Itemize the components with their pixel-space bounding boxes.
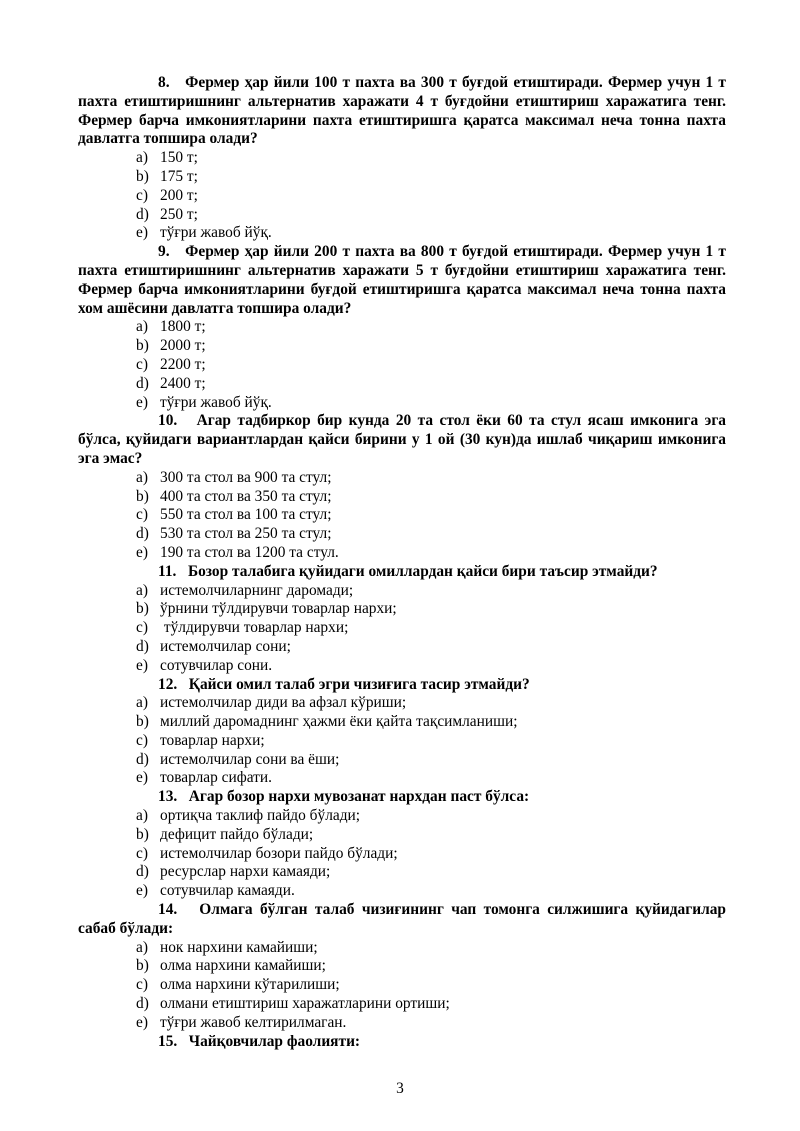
question-body: Қайси омил талаб эгри чизиғига тасир этмайди? (188, 675, 530, 693)
option-letter: d) (136, 637, 149, 655)
option-text: сотувчилар камаяди. (160, 882, 295, 900)
question-text (78, 563, 726, 582)
option-text: тўлдирувчи товарлар нархи; (160, 619, 349, 637)
option-letter: a) (136, 581, 148, 599)
option-letter: e) (136, 543, 148, 561)
option-letter: c) (136, 731, 148, 749)
answer-option (78, 318, 726, 337)
answer-option (78, 769, 726, 788)
option-text: 175 т; (160, 167, 198, 185)
answer-options (78, 318, 726, 412)
answer-option (78, 751, 726, 770)
document-page (78, 74, 726, 1051)
option-text: 190 та стол ва 1200 та стул. (160, 543, 339, 561)
answer-option (78, 600, 726, 619)
option-letter: c) (136, 619, 148, 637)
answer-option (78, 845, 726, 864)
option-text: сотувчилар сони. (160, 656, 273, 674)
answer-option (78, 826, 726, 845)
option-letter: c) (136, 355, 148, 373)
option-letter: b) (136, 487, 149, 505)
option-text: 550 та стол ва 100 та стул; (160, 506, 332, 524)
option-text: ресурслар нархи камаяди; (160, 863, 331, 881)
answer-options (78, 807, 726, 901)
option-text: тўғри жавоб келтирилмаган. (160, 1013, 347, 1031)
answer-option (78, 957, 726, 976)
answer-option (78, 863, 726, 882)
question-body: Агар бозор нархи мувозанат нархдан паст бўлса: (188, 788, 530, 806)
option-letter: a) (136, 938, 148, 956)
question-number: 13. (158, 788, 178, 806)
page-number: 3 (396, 1080, 404, 1097)
option-text: миллий даромаднинг ҳажми ёки қайта тақсимланиши; (160, 713, 518, 731)
answer-option (78, 469, 726, 488)
option-text: 250 т; (160, 205, 198, 223)
answer-option (78, 149, 726, 168)
option-letter: c) (136, 844, 148, 862)
option-text: 2200 т; (160, 355, 206, 373)
option-text: истемолчилар диди ва афзал кўриши; (160, 694, 407, 712)
answer-option (78, 657, 726, 676)
answer-option (78, 1014, 726, 1033)
question-block (78, 676, 726, 789)
answer-option (78, 694, 726, 713)
option-text: 300 та стол ва 900 та стул; (160, 468, 332, 486)
option-text: дефицит пайдо бўлади; (160, 825, 314, 843)
question-body: Фермер ҳар йили 200 т пахта ва 800 т буғдой етиштиради. Фермер учун 1 т пахта етиштиришнинг альтернатив харажати 5 т буғдойни етиштириш харажатига тенг. Фермер барча имкониятларини буғдой етиштиришга қаратса максимал неча тонна пахта хом ашёсини давлатга топшира олади? (78, 243, 726, 317)
option-letter: b) (136, 600, 149, 618)
question-body: Чайқовчилар фаолияти: (188, 1032, 361, 1050)
answer-option (78, 638, 726, 657)
option-text: олма нархини камайиши; (160, 957, 326, 975)
question-number: 11. (158, 562, 177, 580)
option-letter: a) (136, 807, 148, 825)
option-text: товарлар нархи; (160, 731, 265, 749)
option-letter: e) (136, 769, 148, 787)
answer-options (78, 469, 726, 563)
question-body: Олмага бўлган талаб чизиғининг чап томонга силжишига қуйидагилар сабаб бўлади: (78, 901, 726, 937)
option-letter: b) (136, 713, 149, 731)
option-text: тўғри жавоб йўқ. (160, 224, 272, 242)
option-letter: b) (136, 957, 149, 975)
option-text: 150 т; (160, 149, 198, 167)
answer-option (78, 506, 726, 525)
answer-option (78, 168, 726, 187)
option-letter: d) (136, 995, 149, 1013)
answer-option (78, 732, 726, 751)
answer-option (78, 394, 726, 413)
question-block (78, 563, 726, 676)
question-block (78, 901, 726, 1033)
option-letter: e) (136, 656, 148, 674)
answer-option (78, 619, 726, 638)
option-text: олма нархини кўтарилиши; (160, 976, 340, 994)
question-block (78, 412, 726, 562)
option-letter: e) (136, 224, 148, 242)
option-letter: e) (136, 882, 148, 900)
option-letter: d) (136, 374, 149, 392)
option-text: нок нархини камайиши; (160, 938, 318, 956)
option-letter: d) (136, 863, 149, 881)
question-body: Бозор талабига қуйидаги омиллардан қайси бири таъсир этмайди? (187, 562, 658, 580)
answer-option (78, 356, 726, 375)
option-letter: c) (136, 186, 148, 204)
answer-option (78, 939, 726, 958)
option-text: 1800 т; (160, 318, 206, 336)
answer-option (78, 224, 726, 243)
option-letter: c) (136, 506, 148, 524)
option-text: олмани етиштириш харажатларини ортиши; (160, 995, 450, 1013)
answer-options (78, 694, 726, 788)
answer-option (78, 206, 726, 225)
option-letter: a) (136, 318, 148, 336)
question-text (78, 901, 726, 939)
answer-options (78, 149, 726, 243)
answer-option (78, 582, 726, 601)
option-text: 2000 т; (160, 337, 206, 355)
option-letter: b) (136, 337, 149, 355)
answer-option (78, 882, 726, 901)
option-text: 530 та стол ва 250 та стул; (160, 525, 332, 543)
option-text: 2400 т; (160, 374, 206, 392)
question-block (78, 74, 726, 243)
option-text: истемолчилар сони; (160, 637, 291, 655)
question-block (78, 1033, 726, 1052)
option-letter: b) (136, 167, 149, 185)
option-letter: a) (136, 694, 148, 712)
option-letter: d) (136, 525, 149, 543)
question-text (78, 1033, 726, 1052)
answer-option (78, 544, 726, 563)
question-body: Агар тадбиркор бир кунда 20 та стол ёки 60 та стул ясаш имконига эга бўлса, қуйидаги вариантлардан қайси бирини у 1 ой (30 кун)да ишлаб чиқариш имконига эга эмас? (78, 412, 726, 467)
answer-option (78, 976, 726, 995)
answer-option (78, 713, 726, 732)
question-block (78, 243, 726, 412)
question-number: 9. (158, 243, 170, 261)
option-text: истемолчилар сони ва ёши; (160, 750, 340, 768)
answer-option (78, 375, 726, 394)
question-body: Фермер ҳар йили 100 т пахта ва 300 т буғдой етиштиради. Фермер учун 1 т пахта етиштиришнинг альтернатив харажати 4 т буғдойни етиштириш харажатига тенг. Фермер барча имкониятларини пахта етиштиришга қаратса максимал неча тонна пахта давлатга топшира олади? (78, 74, 726, 148)
option-text: истемолчилар бозори пайдо бўлади; (160, 844, 398, 862)
option-letter: c) (136, 976, 148, 994)
question-text (78, 788, 726, 807)
option-letter: e) (136, 1013, 148, 1031)
answer-option (78, 525, 726, 544)
answer-options (78, 939, 726, 1033)
question-number: 14. (158, 901, 178, 919)
answer-option (78, 995, 726, 1014)
answer-option (78, 187, 726, 206)
question-text (78, 243, 726, 318)
question-number: 15. (158, 1032, 178, 1050)
answer-option (78, 337, 726, 356)
option-letter: d) (136, 205, 149, 223)
question-block (78, 788, 726, 901)
option-letter: a) (136, 149, 148, 167)
answer-options (78, 582, 726, 676)
question-number: 10. (158, 412, 178, 430)
option-text: тўғри жавоб йўқ. (160, 393, 272, 411)
option-letter: b) (136, 825, 149, 843)
option-text: товарлар сифати. (160, 769, 272, 787)
question-text (78, 676, 726, 695)
option-letter: a) (136, 468, 148, 486)
option-text: 400 та стол ва 350 та стул; (160, 487, 332, 505)
option-letter: d) (136, 750, 149, 768)
option-text: ортиқча таклиф пайдо бўлади; (160, 807, 361, 825)
option-text: 200 т; (160, 186, 198, 204)
option-text: ўрнини тўлдирувчи товарлар нархи; (160, 600, 397, 618)
option-text: истемолчиларнинг даромади; (160, 581, 354, 599)
question-text (78, 74, 726, 149)
option-letter: e) (136, 393, 148, 411)
answer-option (78, 807, 726, 826)
question-number: 12. (158, 675, 178, 693)
answer-option (78, 488, 726, 507)
question-number: 8. (158, 74, 170, 91)
question-text (78, 412, 726, 468)
